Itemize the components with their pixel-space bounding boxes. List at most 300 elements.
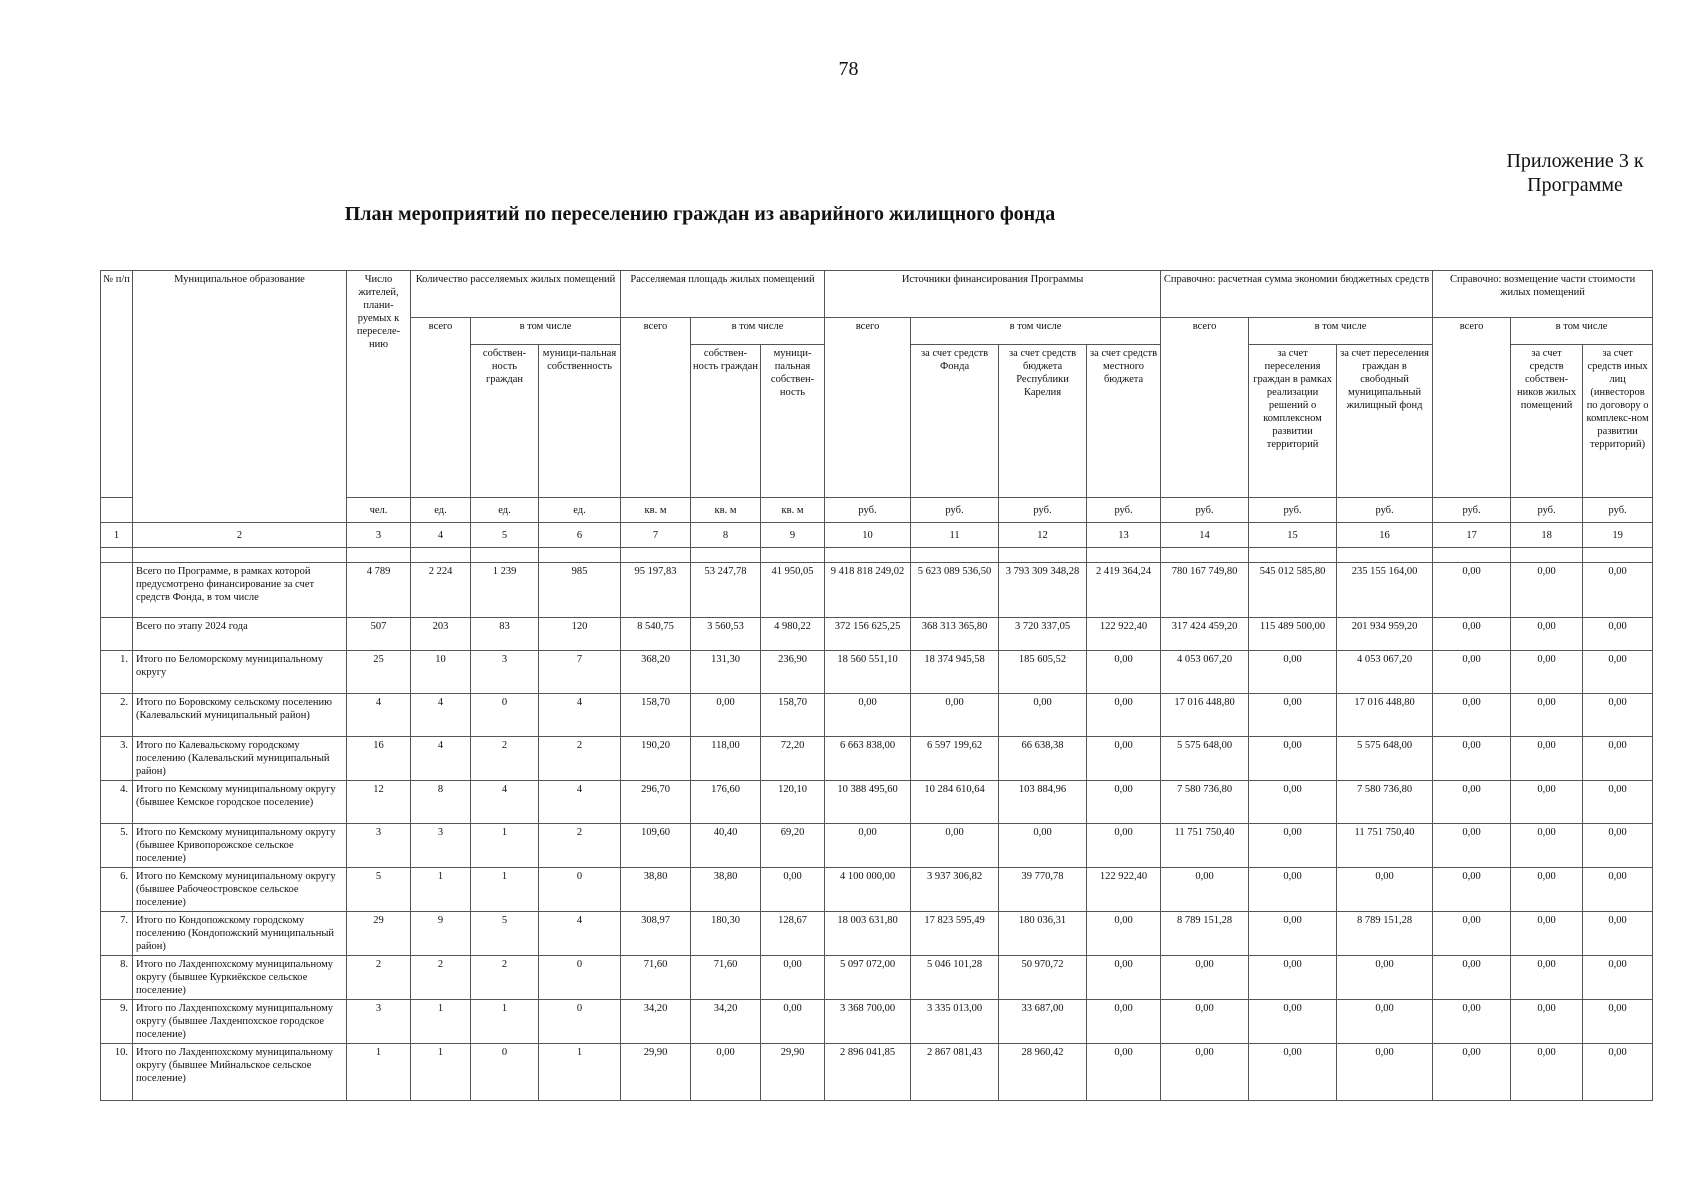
row-value-cell: 5 046 101,28 <box>911 956 999 1000</box>
row-value-cell: 118,00 <box>691 737 761 781</box>
row-number <box>101 563 133 618</box>
row-value-cell: 201 934 959,20 <box>1337 618 1433 651</box>
row-value-cell: 2 <box>471 956 539 1000</box>
spacer-cell <box>1337 548 1433 563</box>
row-value-cell: 780 167 749,80 <box>1161 563 1249 618</box>
row-value-cell: 131,30 <box>691 651 761 694</box>
column-number-cell: 13 <box>1087 523 1161 548</box>
row-value-cell: 0,00 <box>1511 912 1583 956</box>
header-area-including: в том числе <box>691 318 825 345</box>
row-value-cell: 0,00 <box>1583 651 1653 694</box>
row-value-cell: 545 012 585,80 <box>1249 563 1337 618</box>
row-value-cell: 18 560 551,10 <box>825 651 911 694</box>
column-number-cell: 19 <box>1583 523 1653 548</box>
row-value-cell: 2 224 <box>411 563 471 618</box>
spacer-cell <box>1583 548 1653 563</box>
row-value-cell: 0,00 <box>691 1044 761 1101</box>
row-value-cell: 0,00 <box>1511 618 1583 651</box>
row-value-cell: 0,00 <box>1087 694 1161 737</box>
row-value-cell: 0 <box>539 868 621 912</box>
row-value-cell: 4 980,22 <box>761 618 825 651</box>
table-row <box>101 1044 1653 1101</box>
row-value-cell: 7 580 736,80 <box>1337 781 1433 824</box>
column-number-cell: 1 <box>101 523 133 548</box>
unit-cell: руб. <box>1433 498 1511 523</box>
row-value-cell: 17 016 448,80 <box>1161 694 1249 737</box>
row-value-cell: 0,00 <box>1433 781 1511 824</box>
row-value-cell: 0,00 <box>1161 1000 1249 1044</box>
row-value-cell: 34,20 <box>621 1000 691 1044</box>
row-value-cell: 180 036,31 <box>999 912 1087 956</box>
row-municipality-name: Итого по Кемскому муниципальному округу (бывшее Кемское городское поселение) <box>133 781 347 824</box>
table-row <box>101 956 1653 1000</box>
row-value-cell: 8 <box>411 781 471 824</box>
table-body <box>101 563 1653 1101</box>
row-value-cell: 368 313 365,80 <box>911 618 999 651</box>
row-value-cell: 12 <box>347 781 411 824</box>
unit-cell: кв. м <box>761 498 825 523</box>
unit-cell: кв. м <box>691 498 761 523</box>
row-value-cell: 2 <box>471 737 539 781</box>
row-value-cell: 3 560,53 <box>691 618 761 651</box>
column-number-cell: 2 <box>133 523 347 548</box>
row-value-cell: 0 <box>471 694 539 737</box>
header-num: № п/п <box>101 271 133 498</box>
row-value-cell: 1 <box>411 1044 471 1101</box>
row-value-cell: 69,20 <box>761 824 825 868</box>
header-savings-group: Справочно: расчетная сумма экономии бюджетных средств <box>1161 271 1433 318</box>
row-value-cell: 25 <box>347 651 411 694</box>
row-municipality-name: Итого по Беломорскому муниципальному округу <box>133 651 347 694</box>
row-value-cell: 0,00 <box>1249 651 1337 694</box>
row-value-cell: 122 922,40 <box>1087 618 1161 651</box>
row-value-cell: 11 751 750,40 <box>1161 824 1249 868</box>
spacer-cell <box>1087 548 1161 563</box>
row-value-cell: 0,00 <box>1583 1000 1653 1044</box>
unit-cell: руб. <box>1161 498 1249 523</box>
column-number-cell: 4 <box>411 523 471 548</box>
table-row <box>101 781 1653 824</box>
column-number-cell: 10 <box>825 523 911 548</box>
row-value-cell: 3 <box>411 824 471 868</box>
appendix-line-1: Приложение 3 к <box>1506 150 1644 172</box>
row-value-cell: 0,00 <box>1583 563 1653 618</box>
row-value-cell: 0,00 <box>1583 868 1653 912</box>
row-value-cell: 1 <box>411 1000 471 1044</box>
row-value-cell: 0,00 <box>1433 737 1511 781</box>
row-value-cell: 3 <box>347 1000 411 1044</box>
row-value-cell: 29 <box>347 912 411 956</box>
row-value-cell: 0,00 <box>1583 694 1653 737</box>
row-value-cell: 3 368 700,00 <box>825 1000 911 1044</box>
row-number: 8. <box>101 956 133 1000</box>
spacer-cell <box>1249 548 1337 563</box>
row-number: 3. <box>101 737 133 781</box>
header-municipality: Муниципальное образование <box>133 271 347 523</box>
header-funding-including: в том числе <box>911 318 1161 345</box>
row-value-cell: 0,00 <box>1087 1000 1161 1044</box>
row-value-cell: 2 <box>347 956 411 1000</box>
row-value-cell: 11 751 750,40 <box>1337 824 1433 868</box>
header-units-total: всего <box>411 318 471 498</box>
row-value-cell: 34,20 <box>691 1000 761 1044</box>
row-value-cell: 1 <box>471 824 539 868</box>
row-value-cell: 0,00 <box>1511 1044 1583 1101</box>
header-savings-including: в том числе <box>1249 318 1433 345</box>
row-value-cell: 0 <box>539 1000 621 1044</box>
row-value-cell: 236,90 <box>761 651 825 694</box>
row-value-cell: 185 605,52 <box>999 651 1087 694</box>
row-value-cell: 0,00 <box>1087 651 1161 694</box>
header-units-municipal: муници-пальная собственность <box>539 345 621 498</box>
row-value-cell: 1 <box>471 868 539 912</box>
spacer-cell <box>999 548 1087 563</box>
row-value-cell: 4 <box>539 912 621 956</box>
row-value-cell: 10 284 610,64 <box>911 781 999 824</box>
row-value-cell: 0,00 <box>999 824 1087 868</box>
row-value-cell: 0,00 <box>1249 737 1337 781</box>
appendix-note <box>1440 149 1697 197</box>
row-value-cell: 0 <box>471 1044 539 1101</box>
row-value-cell: 158,70 <box>761 694 825 737</box>
document-title: План мероприятий по переселению граждан из аварийного жилищного фонда <box>344 203 1056 225</box>
row-value-cell: 4 789 <box>347 563 411 618</box>
row-value-cell: 308,97 <box>621 912 691 956</box>
header-units-group: Количество расселяемых жилых помещений <box>411 271 621 318</box>
row-number: 2. <box>101 694 133 737</box>
row-value-cell: 1 <box>471 1000 539 1044</box>
row-value-cell: 5 <box>471 912 539 956</box>
row-value-cell: 0,00 <box>1249 1044 1337 1101</box>
row-value-cell: 4 <box>411 737 471 781</box>
header-area-municipal: муници-пальная собствен-ность <box>761 345 825 498</box>
row-value-cell: 40,40 <box>691 824 761 868</box>
column-number-cell: 7 <box>621 523 691 548</box>
header-funding-group: Источники финансирования Программы <box>825 271 1161 318</box>
row-value-cell: 0,00 <box>1433 694 1511 737</box>
row-value-cell: 33 687,00 <box>999 1000 1087 1044</box>
row-number: 9. <box>101 1000 133 1044</box>
header-funding-republic: за счет средств бюджета Республики Карелия <box>999 345 1087 498</box>
row-value-cell: 0,00 <box>1087 781 1161 824</box>
row-value-cell: 71,60 <box>621 956 691 1000</box>
row-value-cell: 5 097 072,00 <box>825 956 911 1000</box>
row-value-cell: 2 896 041,85 <box>825 1044 911 1101</box>
row-value-cell: 0,00 <box>1511 956 1583 1000</box>
units-cell-empty <box>101 498 133 523</box>
column-number-cell: 9 <box>761 523 825 548</box>
row-value-cell: 2 <box>539 824 621 868</box>
row-value-cell: 0,00 <box>1511 824 1583 868</box>
row-value-cell: 5 575 648,00 <box>1161 737 1249 781</box>
row-value-cell: 0,00 <box>1583 737 1653 781</box>
header-area-own-citizens: собствен-ность граждан <box>691 345 761 498</box>
row-value-cell: 0,00 <box>1433 1044 1511 1101</box>
row-value-cell: 72,20 <box>761 737 825 781</box>
row-value-cell: 38,80 <box>621 868 691 912</box>
row-value-cell: 368,20 <box>621 651 691 694</box>
row-value-cell: 0,00 <box>1511 1000 1583 1044</box>
row-value-cell: 0,00 <box>825 824 911 868</box>
row-municipality-name: Итого по Кондопожскому городскому поселению (Кондопожский муниципальный район) <box>133 912 347 956</box>
row-municipality-name: Итого по Лахденпохскому муниципальному округу (бывшее Лахденпохское городское поселение) <box>133 1000 347 1044</box>
spacer-cell <box>133 548 347 563</box>
row-value-cell: 0,00 <box>1087 912 1161 956</box>
column-number-cell: 8 <box>691 523 761 548</box>
row-value-cell: 0,00 <box>1433 618 1511 651</box>
table-row <box>101 912 1653 956</box>
row-value-cell: 0,00 <box>691 694 761 737</box>
row-value-cell: 16 <box>347 737 411 781</box>
row-value-cell: 0,00 <box>1161 1044 1249 1101</box>
row-value-cell: 120,10 <box>761 781 825 824</box>
row-value-cell: 507 <box>347 618 411 651</box>
row-value-cell: 0,00 <box>1337 1044 1433 1101</box>
row-value-cell: 28 960,42 <box>999 1044 1087 1101</box>
row-value-cell: 985 <box>539 563 621 618</box>
table-row <box>101 694 1653 737</box>
row-value-cell: 9 <box>411 912 471 956</box>
row-value-cell: 3 720 337,05 <box>999 618 1087 651</box>
row-value-cell: 180,30 <box>691 912 761 956</box>
row-value-cell: 95 197,83 <box>621 563 691 618</box>
header-reimb-including: в том числе <box>1511 318 1653 345</box>
row-value-cell: 5 623 089 536,50 <box>911 563 999 618</box>
row-municipality-name: Всего по этапу 2024 года <box>133 618 347 651</box>
row-value-cell: 2 <box>411 956 471 1000</box>
row-number: 1. <box>101 651 133 694</box>
row-value-cell: 5 <box>347 868 411 912</box>
spacer-cell <box>1511 548 1583 563</box>
row-value-cell: 0,00 <box>1249 781 1337 824</box>
row-value-cell: 4 100 000,00 <box>825 868 911 912</box>
row-number: 5. <box>101 824 133 868</box>
header-savings-total: всего <box>1161 318 1249 498</box>
row-value-cell: 0,00 <box>1511 868 1583 912</box>
spacer-cell <box>825 548 911 563</box>
row-value-cell: 122 922,40 <box>1087 868 1161 912</box>
row-value-cell: 158,70 <box>621 694 691 737</box>
row-value-cell: 3 937 306,82 <box>911 868 999 912</box>
table-row <box>101 563 1653 618</box>
row-value-cell: 9 418 818 249,02 <box>825 563 911 618</box>
header-reimb-owners: за счет средств собствен-ников жилых помещений <box>1511 345 1583 498</box>
row-value-cell: 0,00 <box>1337 868 1433 912</box>
row-value-cell: 0,00 <box>761 1000 825 1044</box>
header-area-total: всего <box>621 318 691 498</box>
row-value-cell: 1 239 <box>471 563 539 618</box>
header-reimb-total: всего <box>1433 318 1511 498</box>
row-value-cell: 29,90 <box>621 1044 691 1101</box>
column-number-cell: 16 <box>1337 523 1433 548</box>
row-value-cell: 0,00 <box>1583 618 1653 651</box>
row-value-cell: 1 <box>411 868 471 912</box>
row-value-cell: 2 419 364,24 <box>1087 563 1161 618</box>
row-value-cell: 39 770,78 <box>999 868 1087 912</box>
header-funding-total: всего <box>825 318 911 498</box>
row-value-cell: 0,00 <box>1511 651 1583 694</box>
header-residents: Число жителей, плани-руемых к переселе-нию <box>347 271 411 498</box>
row-value-cell: 0,00 <box>1433 651 1511 694</box>
row-value-cell: 66 638,38 <box>999 737 1087 781</box>
row-value-cell: 41 950,05 <box>761 563 825 618</box>
row-value-cell: 6 597 199,62 <box>911 737 999 781</box>
row-value-cell: 0,00 <box>1161 868 1249 912</box>
row-municipality-name: Итого по Лахденпохскому муниципальному округу (бывшее Куркиёкское сельское поселение) <box>133 956 347 1000</box>
row-value-cell: 53 247,78 <box>691 563 761 618</box>
spacer-cell <box>347 548 411 563</box>
row-value-cell: 8 789 151,28 <box>1337 912 1433 956</box>
row-value-cell: 296,70 <box>621 781 691 824</box>
row-value-cell: 0,00 <box>1337 956 1433 1000</box>
row-value-cell: 0,00 <box>1583 912 1653 956</box>
row-value-cell: 0,00 <box>761 956 825 1000</box>
row-value-cell: 4 <box>347 694 411 737</box>
resettlement-plan-table <box>100 270 1653 1101</box>
row-value-cell: 6 663 838,00 <box>825 737 911 781</box>
row-value-cell: 0,00 <box>1249 956 1337 1000</box>
row-value-cell: 0,00 <box>1583 781 1653 824</box>
row-value-cell: 0,00 <box>1087 1044 1161 1101</box>
row-value-cell: 8 540,75 <box>621 618 691 651</box>
row-value-cell: 4 <box>471 781 539 824</box>
row-value-cell: 3 <box>471 651 539 694</box>
column-number-cell: 5 <box>471 523 539 548</box>
row-value-cell: 176,60 <box>691 781 761 824</box>
row-value-cell: 0,00 <box>1337 1000 1433 1044</box>
header-funding-fund: за счет средств Фонда <box>911 345 999 498</box>
row-value-cell: 50 970,72 <box>999 956 1087 1000</box>
row-value-cell: 0,00 <box>1249 824 1337 868</box>
spacer-cell <box>101 548 133 563</box>
row-value-cell: 128,67 <box>761 912 825 956</box>
table-row <box>101 737 1653 781</box>
header-saving-free: за счет переселения граждан в свободный муниципальный жилищный фонд <box>1337 345 1433 498</box>
unit-cell: ед. <box>539 498 621 523</box>
spacer-cell <box>911 548 999 563</box>
row-value-cell: 4 053 067,20 <box>1161 651 1249 694</box>
row-value-cell: 10 388 495,60 <box>825 781 911 824</box>
row-value-cell: 3 793 309 348,28 <box>999 563 1087 618</box>
row-value-cell: 0,00 <box>1249 868 1337 912</box>
row-value-cell: 0,00 <box>1433 563 1511 618</box>
table-row <box>101 618 1653 651</box>
row-value-cell: 0,00 <box>1583 1044 1653 1101</box>
row-value-cell: 0,00 <box>1249 1000 1337 1044</box>
row-value-cell: 0,00 <box>1433 1000 1511 1044</box>
row-value-cell: 3 <box>347 824 411 868</box>
unit-cell: ед. <box>471 498 539 523</box>
row-value-cell: 190,20 <box>621 737 691 781</box>
row-number <box>101 618 133 651</box>
row-value-cell: 7 580 736,80 <box>1161 781 1249 824</box>
column-number-cell: 17 <box>1433 523 1511 548</box>
row-value-cell: 0,00 <box>911 824 999 868</box>
column-number-cell: 12 <box>999 523 1087 548</box>
row-value-cell: 4 <box>539 781 621 824</box>
header-area-group: Расселяемая площадь жилых помещений <box>621 271 825 318</box>
unit-cell: руб. <box>1511 498 1583 523</box>
row-value-cell: 4 053 067,20 <box>1337 651 1433 694</box>
table-row <box>101 824 1653 868</box>
row-value-cell: 0,00 <box>1433 868 1511 912</box>
row-value-cell: 0,00 <box>1087 737 1161 781</box>
appendix-line-2: Программе <box>1527 174 1623 196</box>
unit-cell: руб. <box>1087 498 1161 523</box>
row-value-cell: 17 823 595,49 <box>911 912 999 956</box>
row-municipality-name: Итого по Калевальскому городскому поселению (Калевальский муниципальный район) <box>133 737 347 781</box>
row-value-cell: 3 335 013,00 <box>911 1000 999 1044</box>
unit-cell: руб. <box>825 498 911 523</box>
table-row <box>101 651 1653 694</box>
row-value-cell: 7 <box>539 651 621 694</box>
row-value-cell: 0,00 <box>1511 781 1583 824</box>
row-value-cell: 0,00 <box>1087 956 1161 1000</box>
column-number-cell: 11 <box>911 523 999 548</box>
row-value-cell: 0,00 <box>999 694 1087 737</box>
row-municipality-name: Всего по Программе, в рамках которой предусмотрено финансирование за счет средств Фонда, в том числе <box>133 563 347 618</box>
spacer-cell <box>471 548 539 563</box>
row-value-cell: 0,00 <box>1161 956 1249 1000</box>
unit-cell: ед. <box>411 498 471 523</box>
row-value-cell: 0,00 <box>1433 956 1511 1000</box>
row-value-cell: 0,00 <box>761 868 825 912</box>
row-value-cell: 372 156 625,25 <box>825 618 911 651</box>
spacer-cell <box>691 548 761 563</box>
row-value-cell: 317 424 459,20 <box>1161 618 1249 651</box>
row-value-cell: 0,00 <box>1087 824 1161 868</box>
row-value-cell: 4 <box>539 694 621 737</box>
row-value-cell: 0,00 <box>825 694 911 737</box>
unit-cell: руб. <box>1583 498 1653 523</box>
column-number-cell: 14 <box>1161 523 1249 548</box>
row-value-cell: 38,80 <box>691 868 761 912</box>
column-number-cell: 18 <box>1511 523 1583 548</box>
spacer-cell <box>761 548 825 563</box>
row-value-cell: 0,00 <box>1583 956 1653 1000</box>
unit-cell: руб. <box>999 498 1087 523</box>
row-number: 4. <box>101 781 133 824</box>
row-value-cell: 0,00 <box>1511 563 1583 618</box>
spacer-row <box>101 548 1653 563</box>
unit-cell: кв. м <box>621 498 691 523</box>
row-value-cell: 17 016 448,80 <box>1337 694 1433 737</box>
row-value-cell: 18 374 945,58 <box>911 651 999 694</box>
row-value-cell: 8 789 151,28 <box>1161 912 1249 956</box>
row-value-cell: 120 <box>539 618 621 651</box>
header-reimbursement-group: Справочно: возмещение части стоимости жилых помещений <box>1433 271 1653 318</box>
spacer-cell <box>1161 548 1249 563</box>
row-municipality-name: Итого по Кемскому муниципальному округу (бывшее Кривопорожское сельское поселение) <box>133 824 347 868</box>
row-municipality-name: Итого по Боровскому сельскому поселению (Калевальский муниципальный район) <box>133 694 347 737</box>
unit-cell: чел. <box>347 498 411 523</box>
column-number-cell: 15 <box>1249 523 1337 548</box>
row-number: 7. <box>101 912 133 956</box>
row-value-cell: 83 <box>471 618 539 651</box>
row-value-cell: 10 <box>411 651 471 694</box>
row-value-cell: 18 003 631,80 <box>825 912 911 956</box>
row-value-cell: 5 575 648,00 <box>1337 737 1433 781</box>
row-value-cell: 0,00 <box>1249 912 1337 956</box>
header-units-own-citizens: собствен-ность граждан <box>471 345 539 498</box>
row-number: 10. <box>101 1044 133 1101</box>
column-number-cell: 3 <box>347 523 411 548</box>
spacer-cell <box>621 548 691 563</box>
table-row <box>101 868 1653 912</box>
unit-cell: руб. <box>1249 498 1337 523</box>
row-value-cell: 71,60 <box>691 956 761 1000</box>
row-value-cell: 1 <box>347 1044 411 1101</box>
